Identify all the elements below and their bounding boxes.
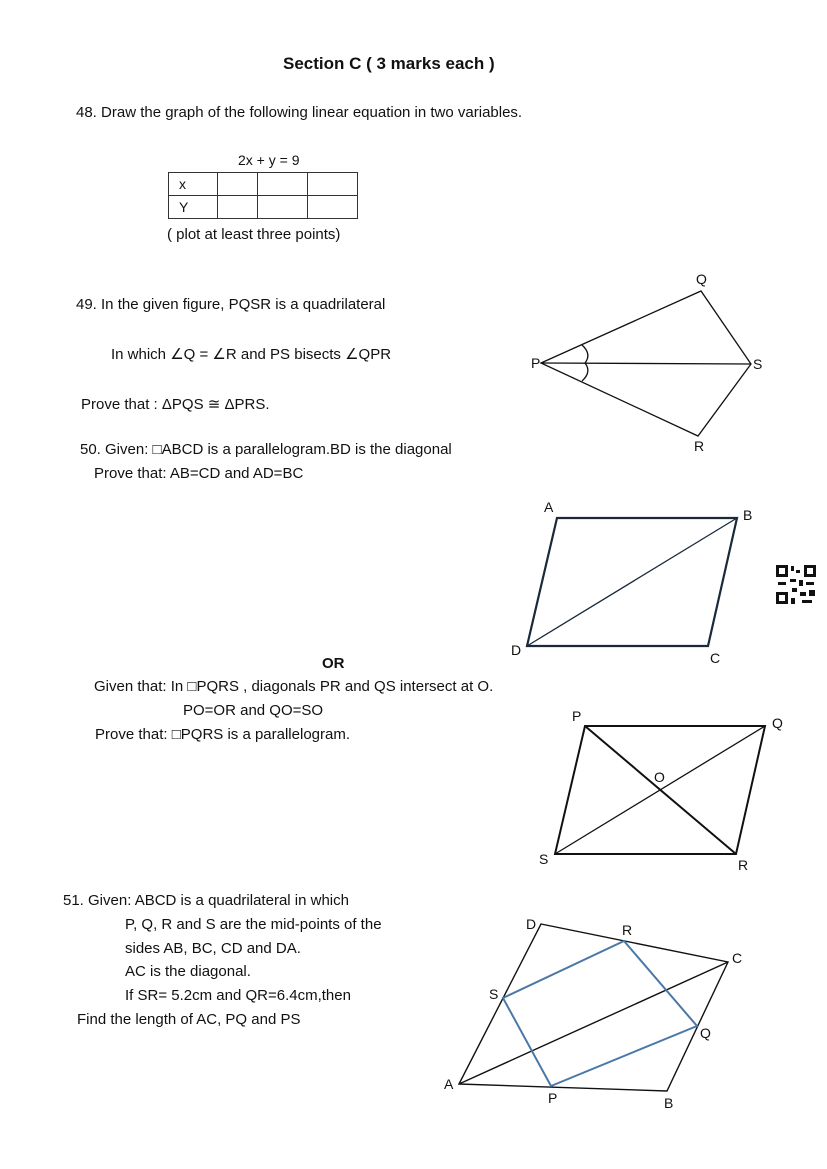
label-q: Q xyxy=(772,715,783,731)
q51-line6: Find the length of AC, PQ and PS xyxy=(77,1011,301,1028)
label-q: Q xyxy=(696,271,707,287)
q51-line1: 51. Given: ABCD is a quadrilateral in which xyxy=(63,892,349,909)
label-p: P xyxy=(548,1090,558,1106)
label-b: B xyxy=(743,507,753,523)
label-s: S xyxy=(753,356,763,372)
q50-line1: 50. Given: □ABCD is a parallelogram.BD is the diagonal xyxy=(80,441,452,458)
row-label-x: x xyxy=(169,173,218,196)
figure-quadrilateral-midpoints xyxy=(459,924,728,1091)
q51-line5: If SR= 5.2cm and QR=6.4cm,then xyxy=(125,987,351,1004)
q51-line4: AC is the diagonal. xyxy=(125,963,251,980)
label-p: P xyxy=(531,355,541,371)
or-label: OR xyxy=(322,655,345,672)
label-c: C xyxy=(732,950,743,966)
label-s: S xyxy=(489,986,499,1002)
label-d: D xyxy=(526,916,537,932)
label-r: R xyxy=(694,438,705,454)
label-c: C xyxy=(710,650,721,666)
q51-line3: sides AB, BC, CD and DA. xyxy=(125,940,301,957)
label-r: R xyxy=(738,857,749,873)
q48-equation: 2x + y = 9 xyxy=(238,152,300,168)
label-q: Q xyxy=(700,1025,711,1041)
figure-pqsr xyxy=(541,291,751,436)
label-b: B xyxy=(664,1095,674,1111)
q50-alt3: Prove that: □PQRS is a parallelogram. xyxy=(95,726,350,743)
label-a: A xyxy=(444,1076,454,1092)
q48-text: 48. Draw the graph of the following linear equation in two variables. xyxy=(76,104,523,121)
label-a: A xyxy=(544,499,554,515)
figure-abcd-parallelogram xyxy=(527,518,737,646)
q51-line2: P, Q, R and S are the mid-points of the xyxy=(125,916,382,933)
label-p: P xyxy=(572,708,582,724)
q49-line1: 49. In the given figure, PQSR is a quadrilateral xyxy=(76,296,386,313)
q48-note: ( plot at least three points) xyxy=(167,226,341,243)
section-title: Section C ( 3 marks each ) xyxy=(283,54,495,73)
row-label-y: Y xyxy=(169,196,218,219)
label-o: O xyxy=(654,769,665,785)
qr-code xyxy=(776,565,816,604)
q49-line2: In which ∠Q = ∠R and PS bisects ∠QPR xyxy=(111,346,392,363)
label-r: R xyxy=(622,922,633,938)
q50-line2: Prove that: AB=CD and AD=BC xyxy=(94,465,304,482)
figure-pqrs-parallelogram xyxy=(555,726,765,854)
label-d: D xyxy=(511,642,522,658)
label-s: S xyxy=(539,851,549,867)
q50-alt2: PO=OR and QO=SO xyxy=(183,702,324,719)
q50-alt1: Given that: In □PQRS , diagonals PR and QS intersect at O. xyxy=(94,678,494,695)
q49-line3: Prove that : ΔPQS ≅ ΔPRS. xyxy=(81,396,270,413)
